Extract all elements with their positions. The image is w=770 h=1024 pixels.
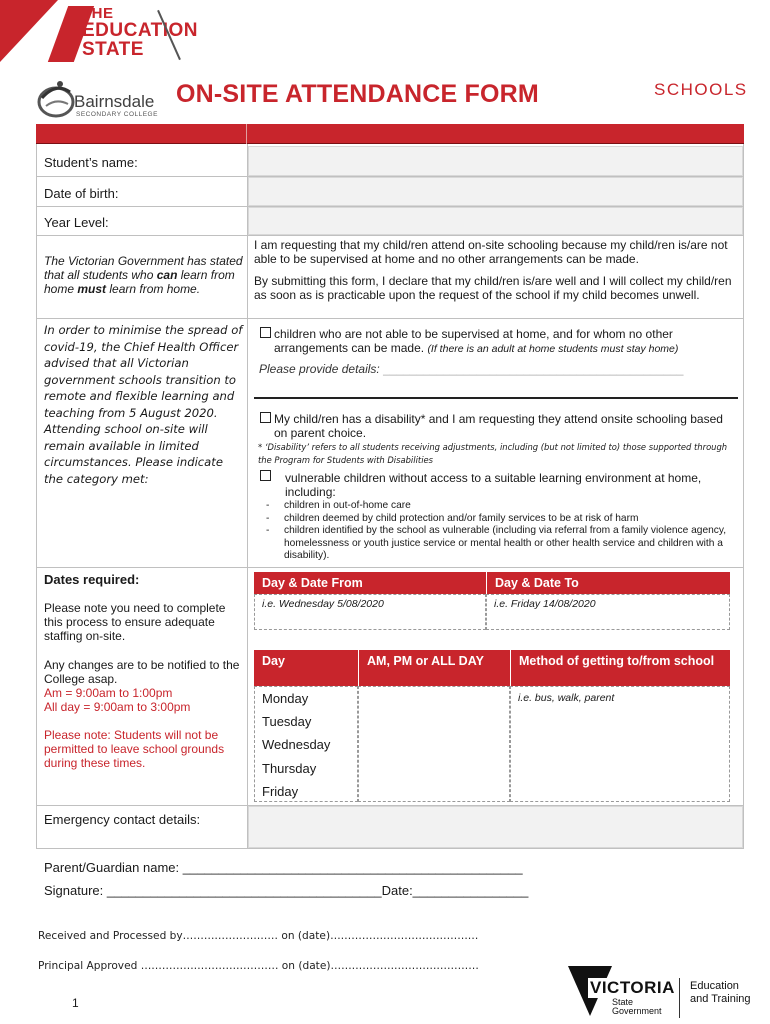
day-wednesday: Wednesday [262,737,331,752]
submit-statement: By submitting this form, I declare that my child/ren is/are well and I will collect my child/ren as soon as is practicable upon the request of the school if my child becomes unwell. [254,274,732,302]
category-1-text [274,327,734,356]
dates-note: Please note you need to complete this process to ensure adequate staffing on-site. [44,601,226,643]
signature-field[interactable]: Signature: ______________________________________Date:________________ [44,883,529,898]
col-day-header: Day [254,650,358,686]
school-crest-icon [36,76,76,120]
principal-approved-line: Principal Approved ………………………………… on (date)…………………………………… [38,960,479,972]
emergency-contact-input[interactable] [248,806,743,848]
details-underline[interactable] [254,397,738,399]
victoria-state: State [612,997,634,1007]
gov-note-must: must [77,282,107,296]
footer-logo-divider [679,978,680,1018]
dob-label: Date of birth: [44,186,119,201]
provide-details-text: Please provide details: [259,362,380,376]
method-example: i.e. bus, walk, parent [518,692,615,704]
day-tuesday: Tuesday [262,714,312,729]
category-1-note: (If there is an adult at home students must stay home) [427,343,679,355]
form-border-right [743,144,744,848]
am-hours: Am = 9:00am to 1:00pm [44,686,173,700]
logo-text-the: THE [82,5,114,22]
category-3-label: vulnerable children without access to a suitable learning environment at home, including: [285,471,702,499]
row-divider [36,318,744,319]
schools-label: SCHOOLS [654,80,748,99]
category-1-checkbox[interactable] [260,327,271,338]
form-header-bar [36,124,744,144]
list-item: - children identified by the school as vulnerable (including via referral from a family violence agency, homelessness or youth justice service or mental health or other health service and children with a disability). [266,525,727,561]
gov-note-text: learn from home [44,268,235,296]
category-2-label: My child/ren has a disability* and I am requesting they attend onsite schooling based on parent choice. [274,412,723,440]
vulnerable-list [266,500,738,563]
date-to-example: i.e. Friday 14/08/2020 [494,598,596,610]
changes-note: Any changes are to be notified to the College asap. [44,658,240,686]
form-border-left [36,144,37,848]
victoria-government: Government [612,1006,662,1016]
year-level-label: Year Level: [44,215,109,230]
student-name-label: Student’s name: [44,155,138,170]
provide-details-input[interactable]: _____________________________________________ [383,362,684,376]
victoria-word: VICTORIA [590,978,675,997]
row-divider [36,848,744,849]
list-item-text: children in out-of-home care [284,500,411,511]
col-method-header: Method of getting to/from school [510,650,730,686]
list-item: - children deemed by child protection and/or family services to be at risk of harm [266,512,639,524]
school-logo [36,72,176,122]
page-title: ON-SITE ATTENDANCE FORM [176,80,539,108]
year-level-input[interactable] [248,207,743,235]
list-item: - children in out-of-home care [266,500,411,511]
logo-text-state: STATE [82,39,144,60]
page-number: 1 [72,996,79,1010]
time-column-input[interactable] [358,686,510,802]
dob-input[interactable] [248,177,743,206]
row-divider [36,235,744,236]
category-3-checkbox[interactable] [260,470,271,481]
col-time-header: AM, PM or ALL DAY [358,650,510,686]
date-to-header: Day & Date To [486,572,730,594]
education-text: Education [690,980,739,992]
covid-note: In order to minimise the spread of covid-19, the Chief Health Officer advised that all Victorian government schools transition to remote and flexible learning and teaching from 5 August 2020. Attending school on-site will remain available in limited circumstances. Please indicate the category met: [44,323,243,486]
education-training-label [690,980,751,1006]
gov-note-text: learn from home. [106,282,201,296]
request-statement: I am requesting that my child/ren attend on-site schooling because my child/ren is/are not able to be supervised at home and no other arrangements can be made. [254,238,728,266]
gov-note-text: The Victorian Government has stated that all students who [44,254,243,282]
leave-warning: Please note: Students will not be permitted to leave school grounds during these times. [44,728,225,770]
government-note [44,254,244,296]
category-2-checkbox[interactable] [260,412,271,423]
gov-note-can: can [156,268,178,282]
day-thursday: Thursday [262,761,317,776]
emergency-contact-label: Emergency contact details: [44,812,201,827]
allday-hours: All day = 9:00am to 3:00pm [44,700,191,714]
parent-name-field[interactable]: Parent/Guardian name: _______________________________________________ [44,860,523,875]
date-from-header: Day & Date From [254,572,486,594]
list-item-text: children deemed by child protection and/or family services to be at risk of harm [284,512,639,524]
day-monday: Monday [262,691,309,706]
training-text: and Training [690,993,751,1005]
school-name: Bairnsdale [74,92,155,111]
date-from-example: i.e. Wednesday 5/08/2020 [262,598,384,610]
provide-details-label [259,362,683,376]
day-friday: Friday [262,784,299,799]
dates-required-label: Dates required: [44,572,140,587]
form-column-divider [247,144,248,848]
row-divider [36,567,744,568]
logo-text-education: EDUCATION [82,20,199,41]
received-processed-line: Received and Processed by……………………… on (date)…………………………………… [38,930,479,942]
disability-note: * ‘Disability’ refers to all students receiving adjustments, including (but not limited to) those supported through the Program for Students with Disabilities [258,442,728,465]
red-corner-shape [0,0,58,62]
category-1-label: children who are not able to be supervised at home, and for whom no other arrangements can be made. [274,327,673,355]
list-item-text: children identified by the school as vulnerable (including via referral from a family violence agency, homelessness or youth justice service or mental health or other health service and children with a disability). [284,525,727,561]
student-name-input[interactable] [248,146,743,176]
school-subtitle: SECONDARY COLLEGE [76,111,158,118]
